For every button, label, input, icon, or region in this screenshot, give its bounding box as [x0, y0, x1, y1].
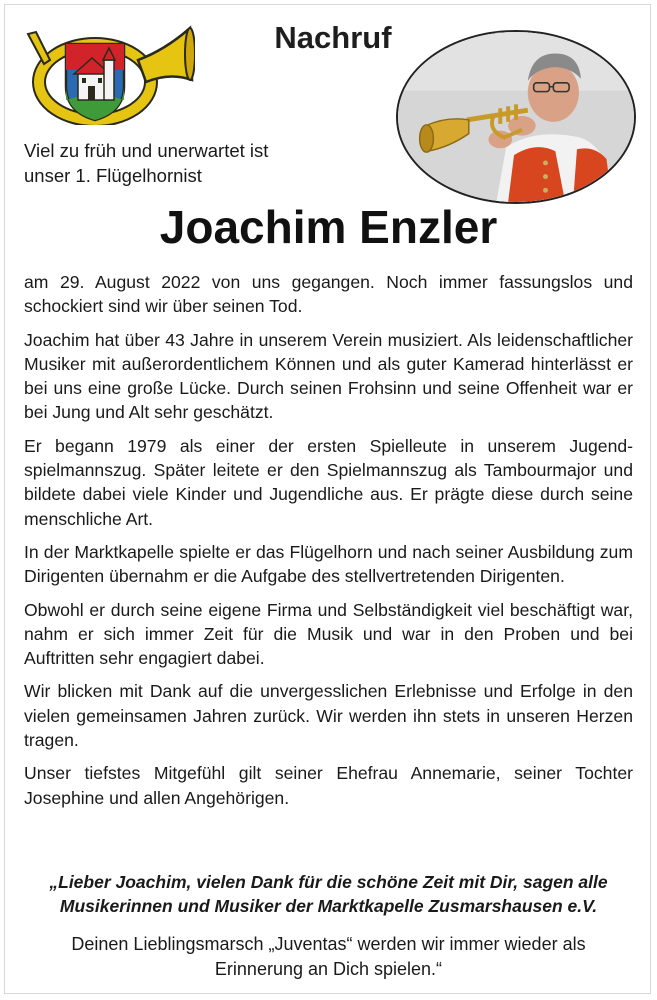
tribute-line: „Lieber Joachim, vielen Dank für die schöne Zeit mit Dir, sagen alle: [49, 872, 608, 892]
closing-text: [20, 932, 637, 982]
closing-line: Erinnerung an Dich spielen.“: [214, 959, 443, 979]
body-paragraph: Obwohl er durch seine eigene Firma und Selbständigkeit viel beschäftigt war, nahm er sich immer Zeit für die Musik und war in den Proben und bei Auftritten sehr engagiert dabei.: [24, 599, 633, 669]
musician-portrait-photo: [396, 30, 636, 204]
body-paragraph: Wir blicken mit Dank auf die unvergesslichen Erlebnisse und Erfolge in den vielen gemeinsamen Jahren zurück. Wir werden ihn stets in unseren Herzen tragen.: [24, 681, 633, 751]
notice-heading: Nachruf: [274, 20, 392, 55]
body-paragraph: Unser tiefstes Mitgefühl gilt seiner Ehefrau Annemarie, seiner Tochter Josephine und allen Angehörigen.: [24, 763, 633, 808]
body-paragraph: In der Marktkapelle spielte er das Flügelhorn und nach seiner Ausbildung zum Dirigenten übernahm er die Aufgabe des stellvertretenden Dirigenten.: [24, 541, 633, 587]
body-paragraph: Joachim hat über 43 Jahre in unserem Verein musiziert. Als leidenschaftlicher Musiker mit außerordentlichem Können und als guter Kamerad hinterlässt er bei uns eine große Lücke. Durch seinen Frohsinn und seine Offenheit war er bei Jung und Alt sehr geschätzt.: [24, 329, 633, 423]
posthorn-crest-icon: [20, 20, 195, 125]
body-paragraph: am 29. August 2022 von uns gegangen. Noch immer fassungslos und schockiert sind wir über seinen Tod.: [24, 272, 633, 317]
body-paragraph: Er begann 1979 als einer der ersten Spielleute in unserem Jugendspielmannszug. Später leitete er den Spielmannszug als Tambourmajor und bildete dabei viele Kinder und Jugendliche aus. Er prägte diese durch seine menschliche Art.: [24, 435, 633, 529]
obituary-body: [24, 270, 633, 819]
deceased-name: Joachim Enzler: [159, 201, 498, 253]
tribute-quote: [10, 870, 647, 918]
intro-text: [24, 138, 364, 188]
intro-line: Viel zu früh und unerwartet ist: [24, 140, 269, 161]
tribute-line: Musikerinnen und Musiker der Marktkapelle Zusmarshausen e.V.: [59, 896, 598, 916]
closing-line: Deinen Lieblingsmarsch „Juventas“ werden wir immer wieder als: [71, 934, 586, 954]
intro-line: unser 1. Flügelhornist: [24, 165, 202, 186]
